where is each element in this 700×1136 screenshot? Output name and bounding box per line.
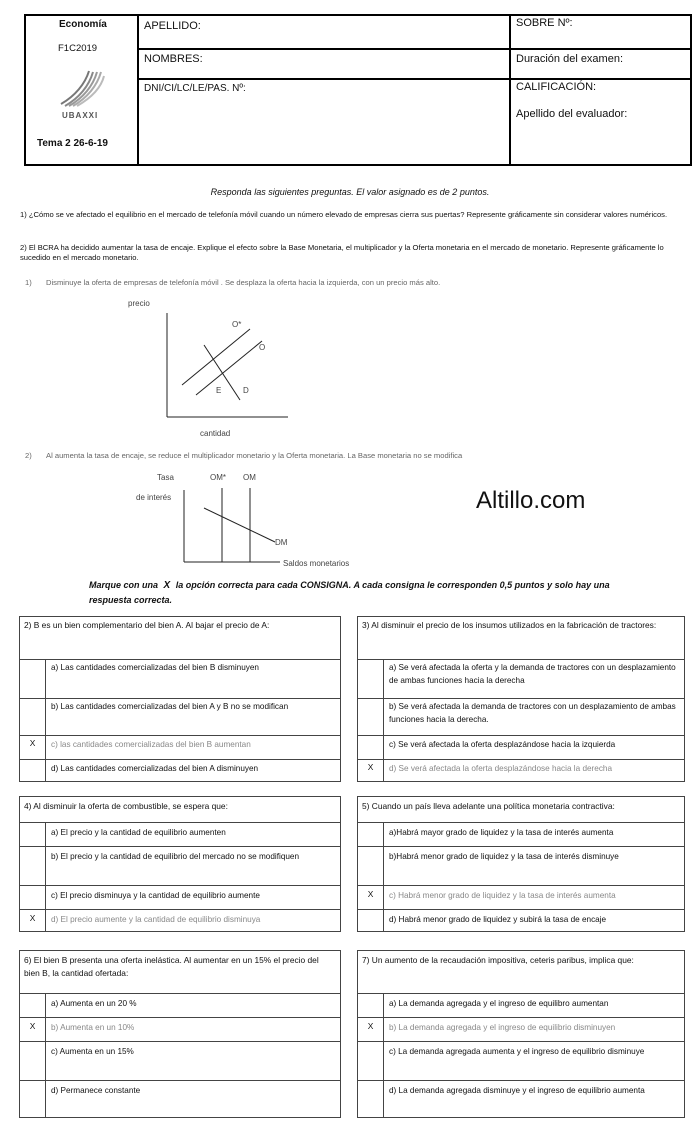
logo-text: UBAXXI xyxy=(62,111,99,120)
graph1-label-o-star: O* xyxy=(232,320,242,329)
duracion-field: Duración del examen: xyxy=(516,53,624,65)
question-head: 3) Al disminuir el precio de los insumos utilizados en la fabricación de tractores: xyxy=(362,620,657,630)
course-code: F1C2019 xyxy=(58,43,98,54)
graph1-x-label: cantidad xyxy=(200,429,231,438)
option-b: b)Habrá menor grado de liquidez y la tasa de interés disminuye xyxy=(389,852,619,861)
option-a: a)Habrá mayor grado de liquidez y la tasa de interés aumenta xyxy=(389,828,614,837)
option-a: a) Se verá afectada la oferta y la demanda de tractores con un desplazamiento de ambas funciones hacia la derecha xyxy=(389,663,676,685)
option-d: d) La demanda agregada disminuye y el ingreso de equilibrio aumenta xyxy=(389,1086,645,1095)
option-b: b) El precio y la cantidad de equilibrio del mercado no se modifiquen xyxy=(51,852,300,861)
ubaxxi-logo-icon xyxy=(59,68,105,108)
question-head: 4) Al disminuir la oferta de combustible, se espera que: xyxy=(24,801,228,811)
subject-label: Economía xyxy=(59,19,107,30)
question-5-table xyxy=(357,796,685,932)
supply-demand-graph xyxy=(120,295,290,440)
answer-2-number: 2) xyxy=(25,451,32,460)
part2-instructions xyxy=(89,578,629,607)
header-divider xyxy=(137,78,690,80)
question-4-table xyxy=(19,796,341,932)
option-d: d) Permanece constante xyxy=(51,1086,141,1095)
option-b: b) Se verá afectada la demanda de tractores con un desplazamiento de ambas funciones hacia la derecha. xyxy=(389,702,676,724)
graph1-label-d: D xyxy=(243,386,249,395)
exam-header xyxy=(24,14,692,166)
nombres-field: NOMBRES: xyxy=(144,53,203,65)
option-mark[interactable]: X xyxy=(367,1021,374,1031)
calificacion-field: CALIFICACIÓN: xyxy=(516,81,597,93)
option-c: c) Se verá afectada la oferta desplazándose hacia la izquierda xyxy=(389,740,616,749)
answer-2-text: Al aumenta la tasa de encaje, se reduce el multiplicador monetario y la Oferta monetaria. La Base monetaria no se modifica xyxy=(46,451,463,460)
option-b: b) Las cantidades comercializadas del bien A y B no se modifican xyxy=(51,702,289,711)
option-mark[interactable]: X xyxy=(367,762,374,772)
option-b: b) Aumenta en un 10% xyxy=(51,1023,135,1032)
option-a: a) Aumenta en un 20 % xyxy=(51,999,137,1008)
option-mark[interactable]: X xyxy=(29,1021,36,1031)
money-market-graph xyxy=(130,468,370,572)
graph1-label-e: E xyxy=(216,386,222,395)
graph2-y-label-2: de interés xyxy=(136,493,172,502)
instr-after: la opción correcta para cada CONSIGNA. A cada consigna le corresponden 0,5 puntos y solo hay una respuesta correcta. xyxy=(89,580,610,605)
header-divider xyxy=(137,16,139,164)
header-divider xyxy=(137,48,690,50)
option-a: a) Las cantidades comercializadas del bien B disminuyen xyxy=(51,663,259,672)
exam-version: Tema 2 26-6-19 xyxy=(37,138,108,149)
answer-1-number: 1) xyxy=(25,278,32,287)
question-2-text: 2) El BCRA ha decidido aumentar la tasa de encaje. Explique el efecto sobre la Base Monetaria, el multiplicador y la Oferta monetaria en el mercado de monetario. Represente gráficamente lo sucedido en el mercado monetario. xyxy=(20,243,664,262)
demand-curve xyxy=(204,345,240,400)
graph2-x-label: Saldos monetarios xyxy=(283,559,350,568)
evaluador-field: Apellido del evaluador: xyxy=(516,108,628,120)
option-d: d) Habrá menor grado de liquidez y subirá la tasa de encaje xyxy=(389,915,607,924)
option-d: d) Se verá afectada la oferta desplazándose hacia la derecha xyxy=(389,764,613,773)
question-head: 2) B es un bien complementario del bien A. Al bajar el precio de A: xyxy=(24,620,270,630)
graph2-label-dm: DM xyxy=(275,538,288,547)
graph2-y-label-1: Tasa xyxy=(157,473,174,482)
instr-before: Marque con una xyxy=(89,580,159,590)
supply-curve-original xyxy=(196,341,262,395)
option-mark[interactable]: X xyxy=(367,889,374,899)
apellido-field: APELLIDO: xyxy=(144,20,201,32)
question-6-table xyxy=(19,950,341,1118)
graph2-label-om-star: OM* xyxy=(210,473,226,482)
part1-instructions: Responda las siguientes preguntas. El valor asignado es de 2 puntos. xyxy=(210,187,490,197)
option-mark[interactable]: X xyxy=(29,738,36,748)
graph1-label-o: O xyxy=(259,343,266,352)
option-d: d) Las cantidades comercializadas del bien A disminuyen xyxy=(51,764,259,773)
graph1-y-label: precio xyxy=(128,299,150,308)
question-2-table xyxy=(19,616,341,782)
option-d: d) El precio aumente y la cantidad de equilibrio disminuya xyxy=(51,915,261,924)
question-head: 6) El bien B presenta una oferta inelástica. Al aumentar en un 15% el precio del bien B, la cantidad ofertada: xyxy=(24,955,319,978)
option-c: c) El precio disminuya y la cantidad de equilibrio aumente xyxy=(51,891,260,900)
answer-1-text: Disminuye la oferta de empresas de telefonía móvil . Se desplaza la oferta hacia la izquierda, con un precio más alto. xyxy=(46,278,441,287)
supply-curve-shifted xyxy=(182,329,250,385)
instr-x-mark: X xyxy=(163,580,171,591)
dni-field: DNI/CI/LC/LE/PAS. Nº: xyxy=(144,83,246,94)
option-c: c) La demanda agregada aumenta y el ingreso de equilibrio disminuye xyxy=(389,1047,645,1056)
option-c: c) las cantidades comercializadas del bien B aumentan xyxy=(51,740,251,749)
option-a: a) El precio y la cantidad de equilibrio aumenten xyxy=(51,828,226,837)
question-3-table xyxy=(357,616,685,782)
sobre-field: SOBRE Nº: xyxy=(516,17,573,29)
option-a: a) La demanda agregada y el ingreso de equilibro aumentan xyxy=(389,999,609,1008)
question-head: 7) Un aumento de la recaudación impositiva, ceteris paribus, implica que: xyxy=(362,955,634,965)
watermark: Altillo.com xyxy=(476,487,586,514)
question-7-table xyxy=(357,950,685,1118)
header-divider xyxy=(509,16,511,164)
option-mark[interactable]: X xyxy=(29,913,36,923)
money-demand-curve xyxy=(204,508,275,542)
option-c: c) Aumenta en un 15% xyxy=(51,1047,134,1056)
option-b: b) La demanda agregada y el ingreso de equilibrio disminuyen xyxy=(389,1023,616,1032)
option-c: c) Habrá menor grado de liquidez y la tasa de interés aumenta xyxy=(389,891,616,900)
graph2-label-om: OM xyxy=(243,473,256,482)
question-head: 5) Cuando un país lleva adelante una política monetaria contractiva: xyxy=(362,801,615,811)
question-1-text: 1) ¿Cómo se ve afectado el equilibrio en el mercado de telefonía móvil cuando un número elevado de empresas cierra sus puertas? Represente gráficamente sin considerar valores numéricos. xyxy=(20,210,668,219)
